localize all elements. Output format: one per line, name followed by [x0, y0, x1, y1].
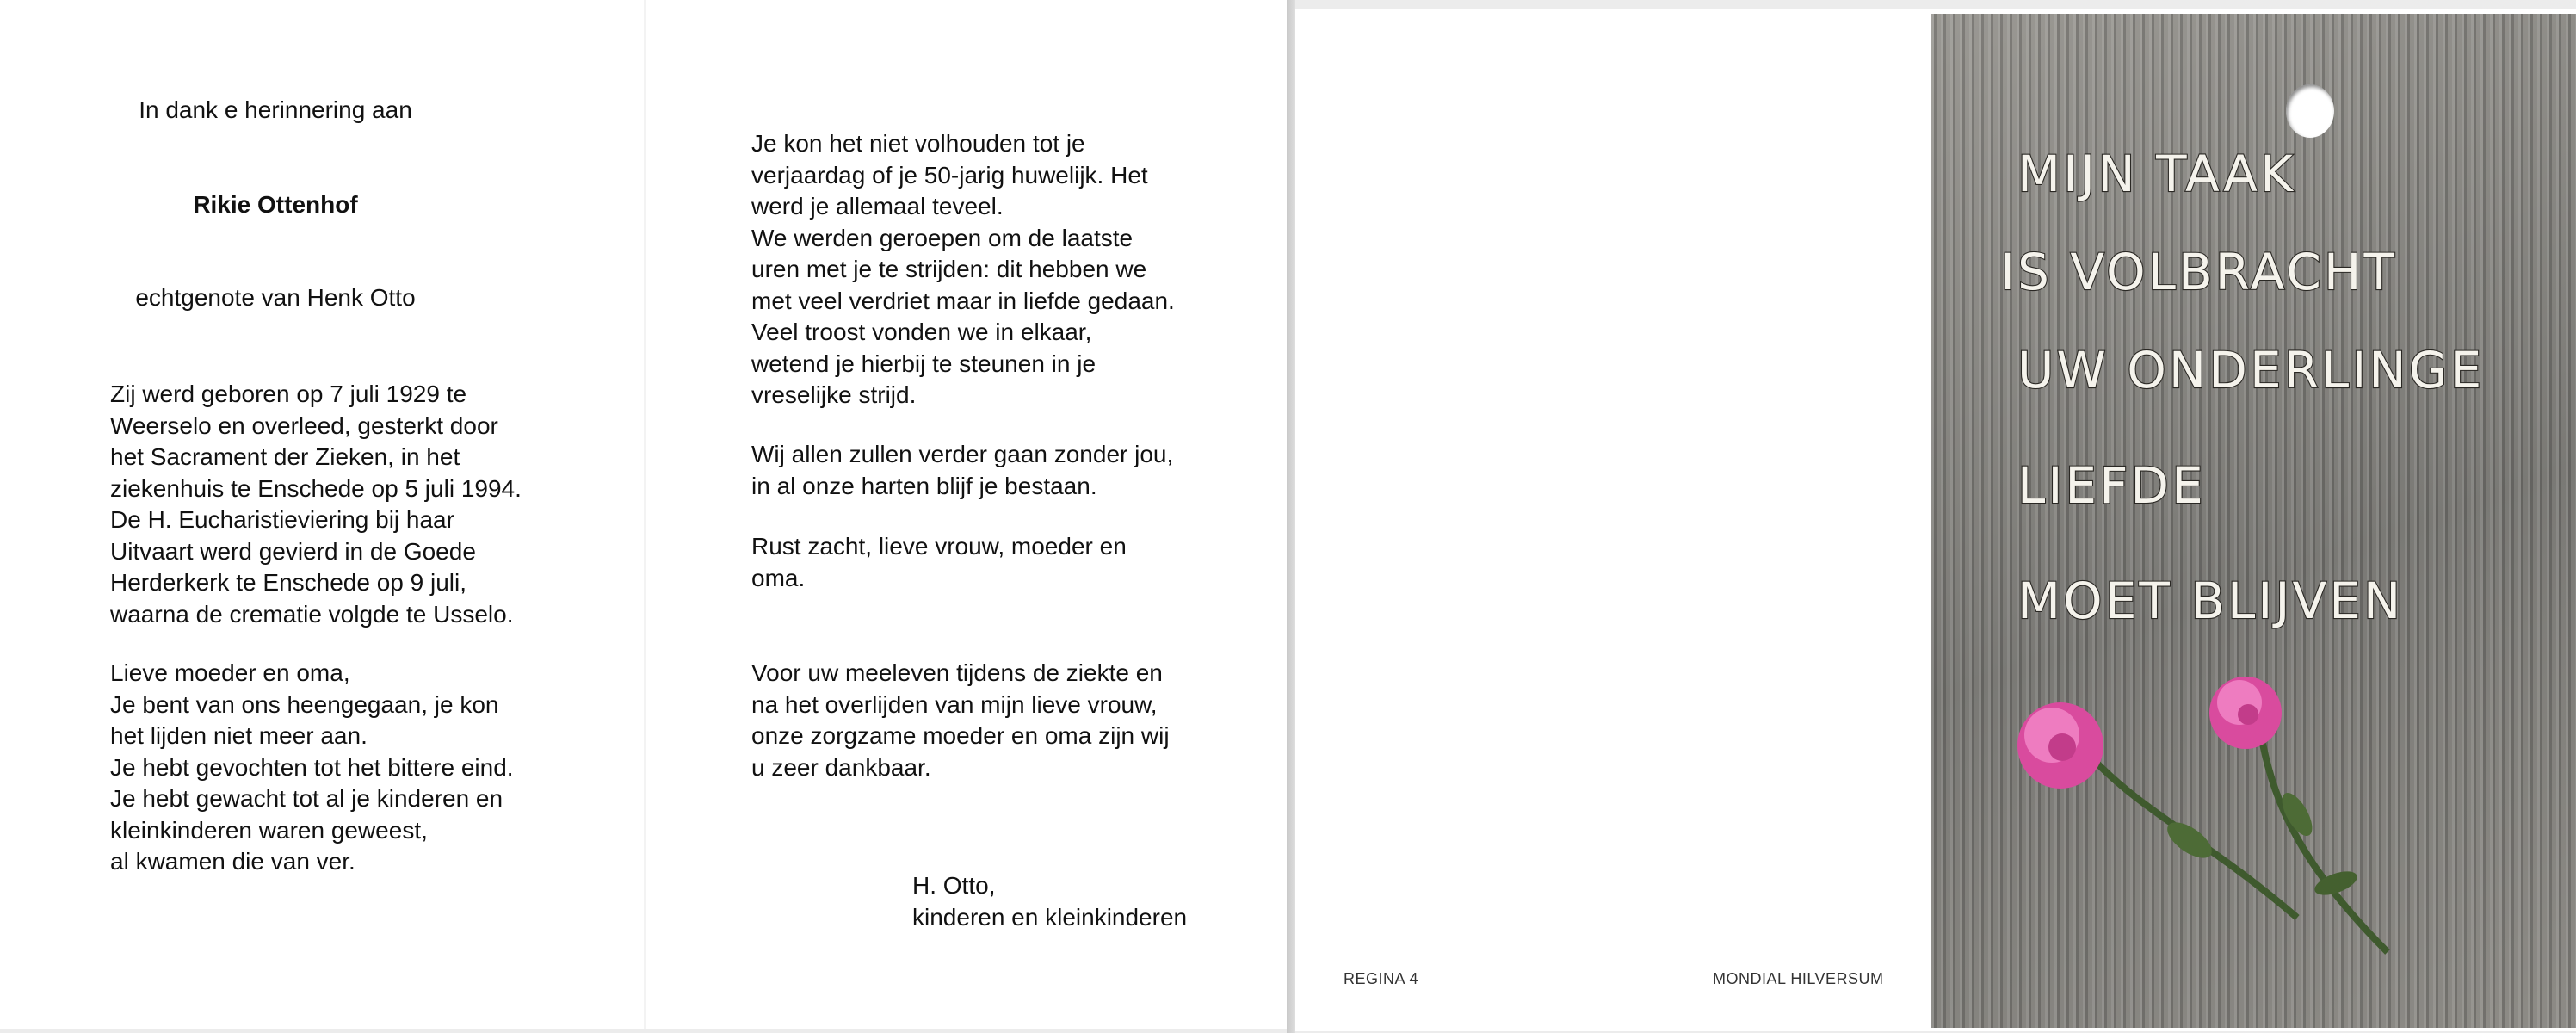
continue-paragraph: Wij allen zullen verder gaan zonder jou, in al onze harten blijf je bestaan.	[751, 441, 1174, 499]
inscription-line: LIEFDE	[2017, 456, 2206, 515]
rest-paragraph: Rust zacht, lieve vrouw, moeder en oma.	[751, 533, 1127, 591]
memorial-inscription	[1931, 14, 2576, 1028]
roses-illustration	[2017, 677, 2388, 952]
fold-line	[644, 0, 646, 1029]
memorial-photo	[1931, 14, 2576, 1028]
dedication-text: In dank e herinnering aan	[139, 96, 412, 123]
spouse-line: echtgenote van Henk Otto	[135, 284, 416, 311]
farewell-paragraph: Lieve moeder en oma, Je bent van ons heengegaan, je kon het lijden niet meer aan. Je hebt gevochten tot het bittere eind. Je hebt gewacht tot al je kinderen en kleinkinderen waren geweest, al kwamen die van ver.	[110, 659, 514, 875]
card-code: REGINA 4	[1344, 970, 1419, 987]
publisher-name: MONDIAL HILVERSUM	[1713, 970, 1884, 987]
inscription-line: MIJN TAAK	[2017, 145, 2296, 203]
signature: H. Otto, kinderen en kleinkinderen	[912, 872, 1188, 931]
card-inner-sheet	[0, 0, 1287, 1029]
thanks-paragraph: Voor uw meeleven tijdens de ziekte en na het overlijden van mijn lieve vrouw, onze zorgzame moeder en oma zijn wij u zeer dankbaar.	[751, 659, 1170, 781]
inscription-line: IS VOLBRACHT	[2000, 243, 2397, 301]
punched-hole	[2286, 84, 2334, 138]
struggle-paragraph: Je kon het niet volhouden tot je verjaardag of je 50-jarig huwelijk. Het werd je allemaal teveel. We werden geroepen om de laatste uren met je te strijden: dit hebben we met veel verdriet maar in liefde gedaan. Veel troost vonden we in elkaar, wetend je hierbij te steunen in je vreselijke strijd.	[751, 130, 1175, 408]
inscription-line: MOET BLIJVEN	[2017, 572, 2404, 630]
inscription-line: UW ONDERLINGE	[2017, 341, 2485, 399]
deceased-name: Rikie Ottenhof	[193, 191, 358, 218]
sheet-gap	[1287, 0, 1295, 1033]
biography-paragraph: Zij werd geboren op 7 juli 1929 te Weerselo en overleed, gesterkt door het Sacrament der Zieken, in het ziekenhuis te Enschede op 5 juli 1994. De H. Eucharistieviering bij haar Uitvaart werd gevierd in de Goede Herderkerk te Enschede op 9 juli, waarna de crematie volgde te Usselo.	[110, 380, 522, 628]
